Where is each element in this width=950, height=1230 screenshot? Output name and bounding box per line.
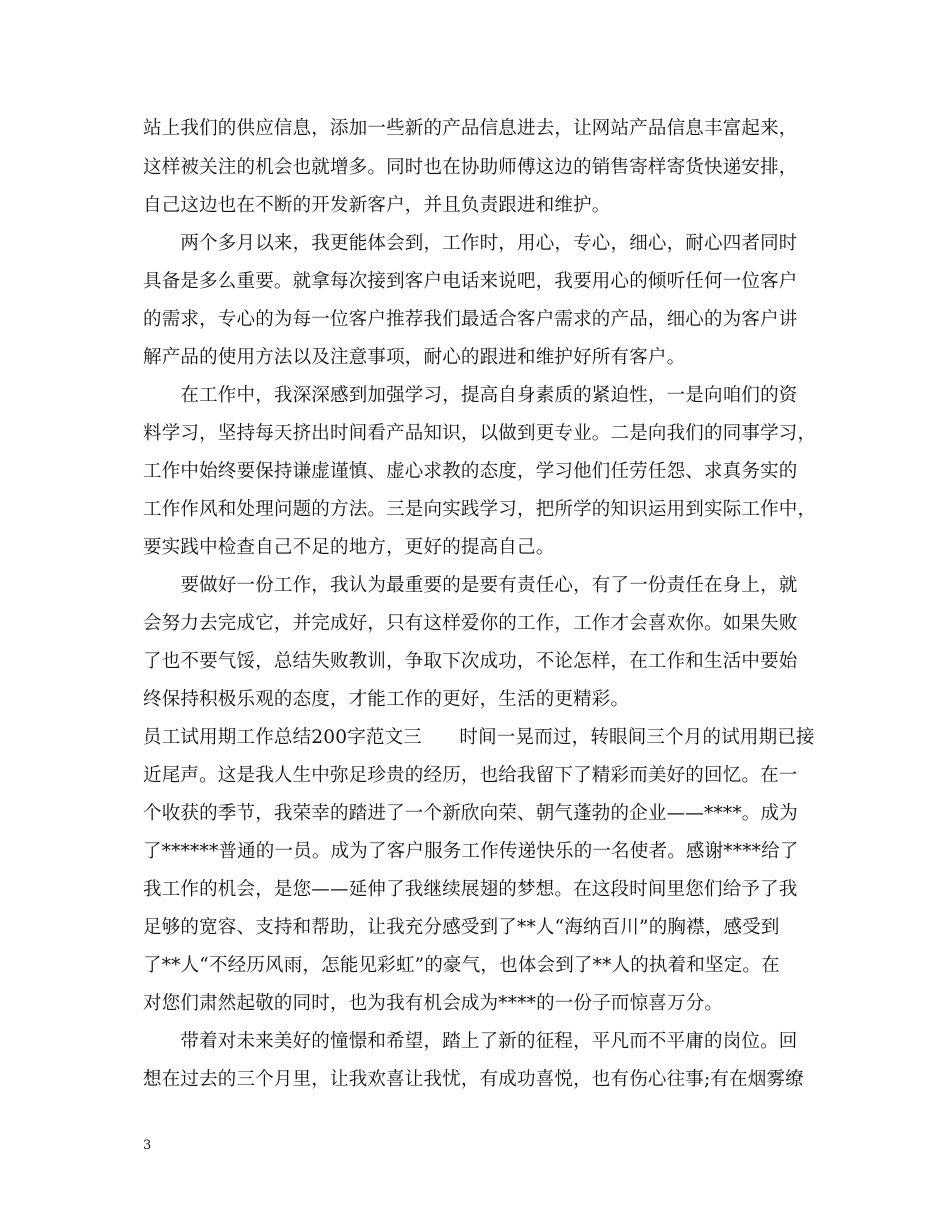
text-line: 个收获的季节，我荣幸的踏进了一个新欣向荣、朝气蓬勃的企业——****。成为 [143,803,798,824]
text-line: 的需求，专心的为每一位客户推荐我们最适合客户需求的产品，细心的为客户讲 [143,309,798,330]
text-line: 两个多月以来，我更能体会到，工作时，用心，专心，细心，耐心四者同时 [143,233,798,254]
text-line: 带着对未来美好的憧憬和希望，踏上了新的征程，平凡而不平庸的岗位。回 [143,1031,798,1052]
text-line: 要实践中检查自己不足的地方，更好的提高自己。 [143,537,555,558]
text-line: 会努力去完成它，并完成好，只有这样爱你的工作，工作才会喜欢你。如果失败 [143,613,798,634]
text-line: 料学习，坚持每天挤出时间看产品知识，以做到更专业。二是向我们的同事学习， [143,423,817,444]
text-line: 具备是多么重要。就拿每次接到客户电话来说吧，我要用心的倾听任何一位客户 [143,271,798,292]
page-number: 3 [143,1138,152,1153]
section-heading-line: 员工试用期工作总结200字范文三 时间一晃而过，转眼间三个月的试用期已接 [143,727,815,748]
text-line: 工作中始终要保持谦虚谨慎、虚心求教的态度，学习他们任劳任怨、求真务实的 [143,461,798,482]
text-line: 站上我们的供应信息，添加一些新的产品信息进去，让网站产品信息丰富起来， [143,118,798,139]
text-line: 这样被关注的机会也就增多。同时也在协助师傅这边的销售寄样寄货快递安排， [143,157,798,178]
text-line: 要做好一份工作，我认为最重要的是要有责任心，有了一份责任在身上，就 [143,575,798,596]
text-line: 解产品的使用方法以及注意事项，耐心的跟进和维护好所有客户。 [143,347,686,368]
text-line: 了**人“不经历风雨，怎能见彩虹”的豪气，也体会到了**人的执着和坚定。在 [143,955,780,976]
text-line: 想在过去的三个月里，让我欢喜让我忧，有成功喜悦，也有伤心往事;有在烟雾缭 [143,1069,804,1090]
text-line: 了也不要气馁，总结失败教训，争取下次成功，不论怎样，在工作和生活中要始 [143,651,798,672]
text-line: 了******普通的一员。成为了客户服务工作传递快乐的一名使者。感谢****给了 [143,841,799,862]
text-line: 工作作风和处理问题的方法。三是向实践学习，把所学的知识运用到实际工作中， [143,499,817,520]
text-line: 对您们肃然起敬的同时，也为我有机会成为****的一份子而惊喜万分。 [143,993,724,1014]
text-line: 我工作的机会，是您——延伸了我继续展翅的梦想。在这段时间里您们给予了我 [143,879,798,900]
text-line: 足够的宽容、支持和帮助，让我充分感受到了**人“海纳百川”的胸襟，感受到 [143,917,780,938]
text-line: 终保持积极乐观的态度，才能工作的更好，生活的更精彩。 [143,689,630,710]
text-line: 近尾声。这是我人生中弥足珍贵的经历，也给我留下了精彩而美好的回忆。在一 [143,765,798,786]
text-line: 在工作中，我深深感到加强学习，提高自身素质的紧迫性，一是向咱们的资 [143,385,798,406]
text-line: 自己这边也在不断的开发新客户，并且负责跟进和维护。 [143,195,611,216]
